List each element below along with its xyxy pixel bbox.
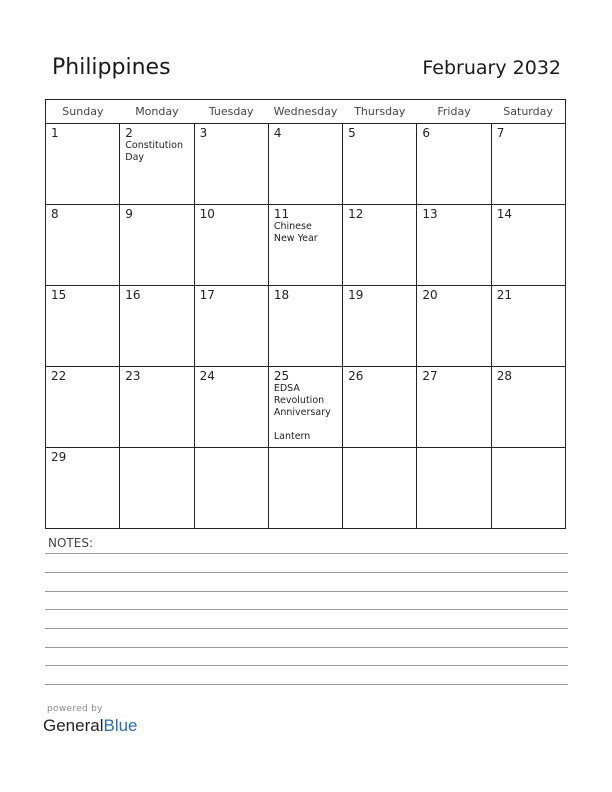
weekday-header-row [46, 100, 566, 124]
weekday-friday: Friday [417, 100, 491, 124]
day-cell [194, 448, 268, 529]
holiday-label: Constitution Day [125, 140, 184, 163]
note-line [45, 628, 568, 629]
week-row [46, 205, 566, 286]
brand-name-part2: Blue [103, 716, 138, 735]
day-number: 27 [422, 369, 438, 383]
day-cell [343, 205, 417, 286]
day-cell [343, 124, 417, 205]
weekday-sunday: Sunday [46, 100, 120, 124]
day-number: 23 [125, 369, 141, 383]
notes-label: NOTES: [48, 536, 93, 550]
day-number: 24 [199, 369, 215, 383]
day-number: 11 [273, 207, 290, 221]
day-number: 6 [422, 126, 431, 140]
day-number: 26 [348, 369, 364, 383]
day-number: 4 [273, 126, 282, 140]
day-number: 14 [496, 207, 512, 221]
day-number: 20 [422, 288, 438, 302]
day-number: 10 [199, 207, 215, 221]
weekday-saturday: Saturday [491, 100, 565, 124]
note-line [45, 591, 568, 592]
day-number: 17 [199, 288, 215, 302]
day-cell [491, 448, 565, 529]
holiday-label: EDSA Revolution Anniversary [273, 383, 331, 418]
week-row [46, 448, 566, 529]
weekday-tuesday: Tuesday [194, 100, 268, 124]
day-cell [194, 124, 268, 205]
day-cell [491, 205, 565, 286]
week-row [46, 367, 566, 448]
day-cell [120, 205, 194, 286]
day-number: 5 [348, 126, 356, 140]
day-cell [343, 367, 417, 448]
day-cell [417, 124, 491, 205]
brand-name-part1: General [43, 716, 104, 735]
powered-by-label: powered by [47, 704, 103, 714]
note-line [45, 647, 568, 648]
day-number: 18 [273, 288, 290, 302]
day-number: 1 [51, 126, 59, 140]
note-line [45, 665, 568, 666]
day-cell [417, 205, 491, 286]
country-title: Philippines [52, 55, 171, 80]
day-cell [343, 448, 417, 529]
day-cell [491, 286, 565, 367]
day-cell [417, 448, 491, 529]
day-number: 21 [496, 288, 512, 302]
note-line [45, 609, 568, 610]
day-number: 12 [348, 207, 364, 221]
holiday-label: Lantern [273, 431, 311, 442]
holiday-label: Chinese New Year [273, 221, 318, 244]
day-cell [268, 448, 342, 529]
day-cell [46, 205, 120, 286]
day-cell [268, 286, 342, 367]
day-number: 16 [125, 288, 141, 302]
day-number: 25 [273, 369, 290, 383]
day-number: 22 [51, 369, 67, 383]
day-cell [46, 448, 120, 529]
weekday-monday: Monday [120, 100, 194, 124]
day-number: 3 [199, 126, 208, 140]
day-number: 9 [125, 207, 133, 221]
day-cell [268, 124, 342, 205]
day-cell [46, 367, 120, 448]
day-number: 28 [496, 369, 512, 383]
day-cell [417, 367, 491, 448]
day-cell [120, 124, 194, 205]
day-cell [268, 367, 342, 448]
week-row [46, 286, 566, 367]
day-cell [120, 448, 194, 529]
day-cell [120, 286, 194, 367]
day-number: 15 [51, 288, 67, 302]
day-cell [46, 286, 120, 367]
day-cell [120, 367, 194, 448]
day-number: 29 [51, 450, 67, 464]
brand-logo [43, 716, 138, 736]
note-line [45, 553, 568, 554]
day-number: 8 [51, 207, 59, 221]
note-line [45, 572, 568, 573]
calendar-grid [45, 99, 566, 529]
month-title: February 2032 [422, 57, 561, 79]
day-cell [491, 124, 565, 205]
day-cell [194, 205, 268, 286]
day-cell [343, 286, 417, 367]
weekday-thursday: Thursday [343, 100, 417, 124]
day-number: 2 [125, 126, 133, 140]
day-cell [417, 286, 491, 367]
day-number: 19 [348, 288, 364, 302]
day-cell [491, 367, 565, 448]
day-cell [194, 367, 268, 448]
weekday-wednesday: Wednesday [268, 100, 342, 124]
week-row [46, 124, 566, 205]
day-cell [194, 286, 268, 367]
calendar-body [46, 124, 566, 529]
day-number: 7 [496, 126, 505, 140]
day-cell [268, 205, 342, 286]
day-cell [46, 124, 120, 205]
note-line [45, 684, 568, 685]
day-number: 13 [422, 207, 438, 221]
